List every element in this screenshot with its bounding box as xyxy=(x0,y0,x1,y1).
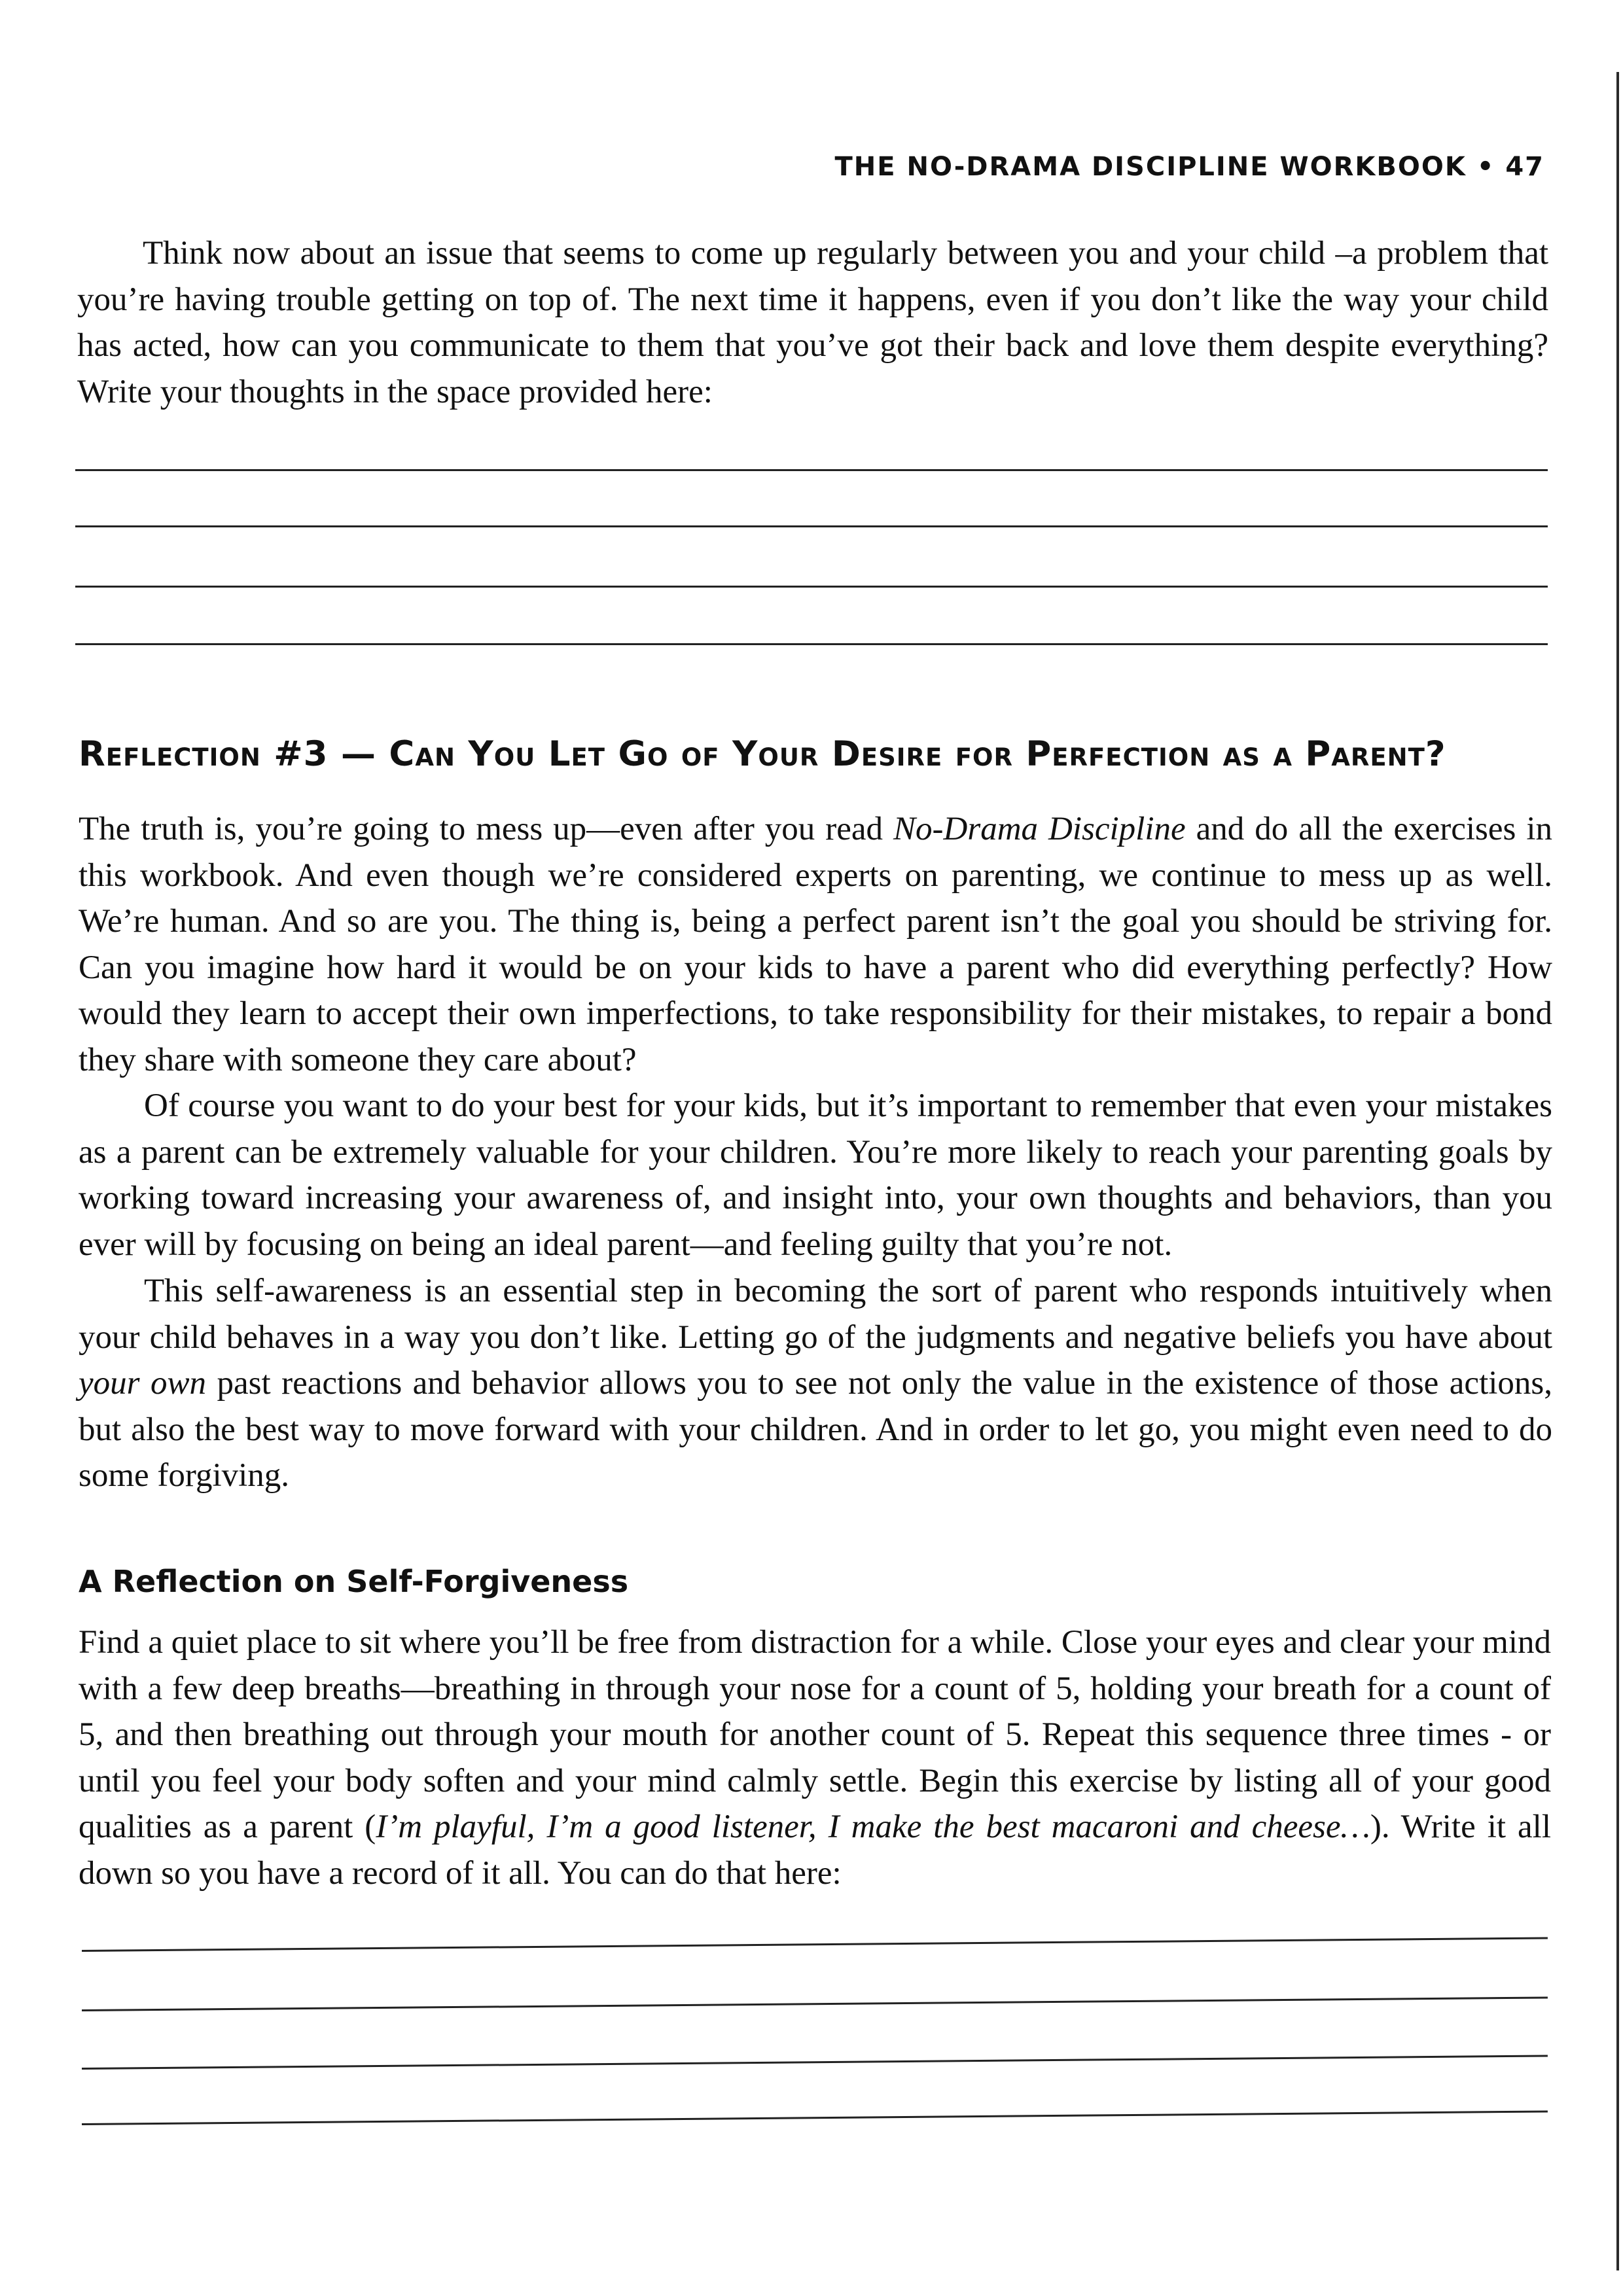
answer-line[interactable] xyxy=(75,586,1548,588)
self-forgiveness-paragraph: Find a quiet place to sit where you’ll be free from distraction for a while. Close your eyes and clear your mind with a few deep breaths—breathing in through your nose for a count of 5, holding your breath for a count of 5, and then breathing out through your mouth for another count of 5. Repeat this sequence three times - or until you feel your body soften and your mind calmly settle. Begin this exercise by listing all of your good qualities as a parent (I’m playful, I’m a good listener, I make the best macaroni and cheese…). Write it all down so you have a record of it all. You can do that here: xyxy=(79,1624,1551,1892)
prompt-paragraph: Think now about an issue that seems to come up regularly between you and your child –a problem that you’re having trouble getting on top of. The next time it happens, even if you don’t like the way your child has acted, how can you communicate to them that you’ve got their back and love them despite everything? Write your thoughts in the space provided here: xyxy=(77,235,1548,410)
reflection-paragraph-3: This self-awareness is an essential step in becoming the sort of parent who responds intuitively when your child behaves in a way you don’t like. Letting go of the judgments and negative beliefs you have about your own past reactions and behavior allows you to see not only the value in the existence of those actions, but also the best way to move forward with your children. And in order to let go, you might even need to do some forgiving. xyxy=(79,1273,1553,1494)
answer-line[interactable] xyxy=(82,2110,1548,2125)
running-head: THE NO-DRAMA DISCIPLINE WORKBOOK • 47 xyxy=(834,152,1544,182)
example-qualities: I’m playful, I’m a good listener, I make the best macaroni and cheese… xyxy=(376,1809,1370,1845)
reflection-paragraph-2: Of course you want to do your best for your kids, but it’s important to remember that even your mistakes as a parent can be extremely valuable for your children. You’re more likely to reach your parenting goals by working toward increasing your awareness of, and insight into, your own thoughts and behaviors, than you ever will by focusing on being an ideal parent—and feeling guilty that you’re not. xyxy=(79,1087,1552,1263)
emphasis-text: your own xyxy=(79,1365,206,1402)
answer-line[interactable] xyxy=(75,469,1548,471)
answer-line[interactable] xyxy=(82,2055,1548,2070)
reflection-paragraph-1: The truth is, you’re going to mess up—even after you read No-Drama Discipline and do all the exercises in this workbook. And even though we’re considered experts on parenting, we continue to mess up as well. We’re human. And so are you. The thing is, being a perfect parent isn’t the goal you should be striving for. Can you imagine how hard it would be on your kids to have a parent who did everything perfectly? How would they learn to accept their own imperfections, to take responsibility for their mistakes, to repair a bond they share with someone they care about? xyxy=(79,811,1553,1078)
answer-line[interactable] xyxy=(82,1937,1548,1952)
answer-line[interactable] xyxy=(75,643,1548,645)
answer-line[interactable] xyxy=(75,525,1548,527)
answer-line[interactable] xyxy=(82,1996,1548,2011)
sub-heading: A Reflection on Self-Forgiveness xyxy=(79,1564,629,1599)
section-heading: Reflection #3 — Can You Let Go of Your Desire for Perfection as a Parent? xyxy=(79,734,1446,774)
book-title: No-Drama Discipline xyxy=(893,811,1186,847)
page-edge xyxy=(1616,72,1619,2270)
